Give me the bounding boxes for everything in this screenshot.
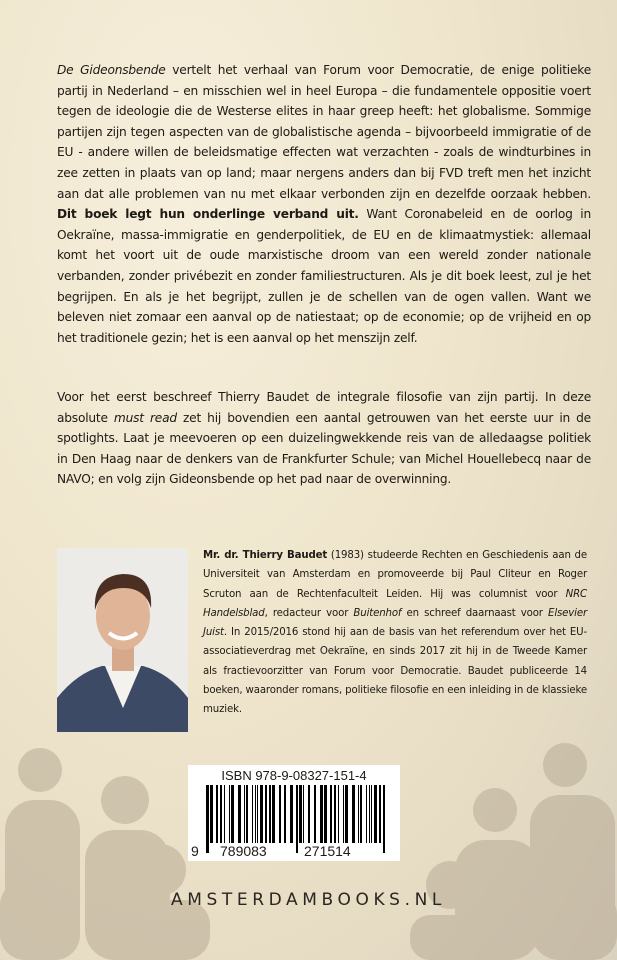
barcode-bar [284, 785, 286, 843]
book-title: De Gideonsbende [57, 63, 166, 77]
barcode-digit-first: 9 [191, 843, 199, 859]
barcode-bar [206, 785, 209, 853]
blurb-text: vertelt het verhaal van Forum voor Democratie, de enige politieke partij in Nederland – en misschien wel in heel Europa – die fundamentele oppositie voert tegen de ideologie die de Westerse elites in haar greep heeft: het globalisme. Sommige partijen zijn tegen aspecten van de globalistische agenda – bijvoorbeeld immigratie of de EU - andere willen de beleidsmatige effecten wat verzachten - zoals de windturbines in zee zetten in plaats van op land; maar nergens anders dan bij FVD treft men het inzicht aan dat alle problemen van nu met elkaar verbonden zijn en dezelfde oorzaak hebben. [57, 63, 591, 201]
barcode-bar [358, 785, 359, 843]
barcode-bar [220, 785, 222, 843]
barcode-bar [314, 785, 316, 843]
barcode-bar [320, 785, 323, 843]
author-photo [57, 548, 188, 732]
barcode-bar [229, 785, 230, 843]
bio-text: , redacteur voor [264, 607, 354, 619]
barcode-bar [216, 785, 218, 843]
blurb-italic: must read [113, 410, 177, 425]
blurb-paragraph-2 [57, 387, 591, 490]
barcode-bar [379, 785, 381, 843]
barcode-bar [330, 785, 332, 843]
bio-italic: NRC Handelsblad [203, 588, 587, 619]
barcode-bar [265, 785, 267, 843]
barcode-bar [343, 785, 344, 843]
barcode-bar [269, 785, 271, 843]
barcode-bar [238, 785, 241, 843]
blurb-paragraph-1 [57, 60, 591, 348]
barcode-bar [345, 785, 348, 843]
barcode-bar [383, 785, 385, 853]
blurb-text: zet hij bovendien een aantal getrouwen van het eerste uur in de spotlights. Laat je meevoeren op een duizelingwekkende reis van de alledaagse politiek in Den Haag naar de denkers van de Frankfurter Schule; van Michel Houellebecq naar de NAVO; en volg zijn Gideonsbende op het pad naar de overwinning. [57, 410, 591, 487]
blurb-emphasis: Dit boek legt hun onderlinge verband uit. [57, 207, 359, 222]
barcode-bar [252, 785, 253, 843]
barcode-bar [224, 785, 225, 843]
barcode-bar [308, 785, 310, 843]
barcode-bar [324, 785, 327, 843]
barcode-bar [366, 785, 367, 843]
barcode-bar [260, 785, 263, 843]
barcode-bar [374, 785, 377, 843]
barcode-bar [272, 785, 275, 843]
barcode-bar [352, 785, 355, 843]
barcode-bar [231, 785, 234, 843]
isbn-label: ISBN 978-9-08327-151-4 [221, 768, 367, 783]
blurb-text: Want Coronabeleid en de oorlog in Oekraïne, massa-immigratie en genderpolitiek, de EU en de klimaatmystiek: allemaal komt het voort uit de oude marxistische droom van een wereld zonder nationale verbanden, zonder privébezit en zonder familiestructuren. Als je dit boek leest, zul je het begrijpen. En als je het begrijpt, zullen je de schellen van de ogen vallen. Want we beleven niet zomaar een aanval op de natiestaat; op de economie; op de vrijheid en op het traditionele gezin; het is een aanval op het menszijn zelf. [57, 207, 591, 345]
barcode-digits-right: 271514 [300, 843, 355, 859]
barcode-bar [371, 785, 372, 843]
blurb-text: Voor het eerst beschreef Thierry Baudet de integrale filosofie van zijn partij. In deze absolute [57, 390, 591, 425]
bio-text: en schreef daarnaast voor [401, 607, 549, 619]
barcode-bar [279, 785, 281, 843]
barcode-bar [296, 785, 298, 853]
bio-italic: Elsevier Juist [203, 607, 587, 639]
barcode-bar [290, 785, 293, 843]
barcode-bar [303, 785, 304, 843]
bio-text: (1983) studeerde Rechten en Geschiedenis aan de Universiteit van Amsterdam en promoveerde bij Paul Cliteur en Roger Scruton aan de Rechtenfaculteit Leiden. Hij was columnist voor [203, 550, 587, 600]
bio-italic: Buitenhof [353, 607, 402, 619]
barcode-bar [369, 785, 370, 843]
barcode-digits-left: 789083 [216, 843, 271, 859]
barcode-bar [246, 785, 248, 843]
author-bio [203, 546, 587, 720]
barcode-bar [255, 785, 256, 843]
barcode-bar [334, 785, 336, 843]
barcode-bar [244, 785, 245, 843]
barcode-bar [210, 785, 213, 843]
barcode-bar [299, 785, 302, 843]
author-name: Mr. dr. Thierry Baudet [203, 550, 328, 561]
isbn-barcode [188, 765, 400, 861]
barcode-bar [257, 785, 258, 843]
barcode-bar [338, 785, 339, 843]
barcode-bar [360, 785, 362, 843]
bio-text: . In 2015/2016 stond hij aan de basis van het referendum over het EU-associatieverdrag met Oekraïne, en sinds 2017 zit hij in de Tweede Kamer als fractievoorzitter van Forum voor Democratie. Baudet publiceerde 14 boeken, waaronder romans, politieke filosofie en een inleiding in de klassieke muziek. [203, 627, 587, 716]
publisher-website: AMSTERDAMBOOKS.NL [171, 890, 446, 910]
